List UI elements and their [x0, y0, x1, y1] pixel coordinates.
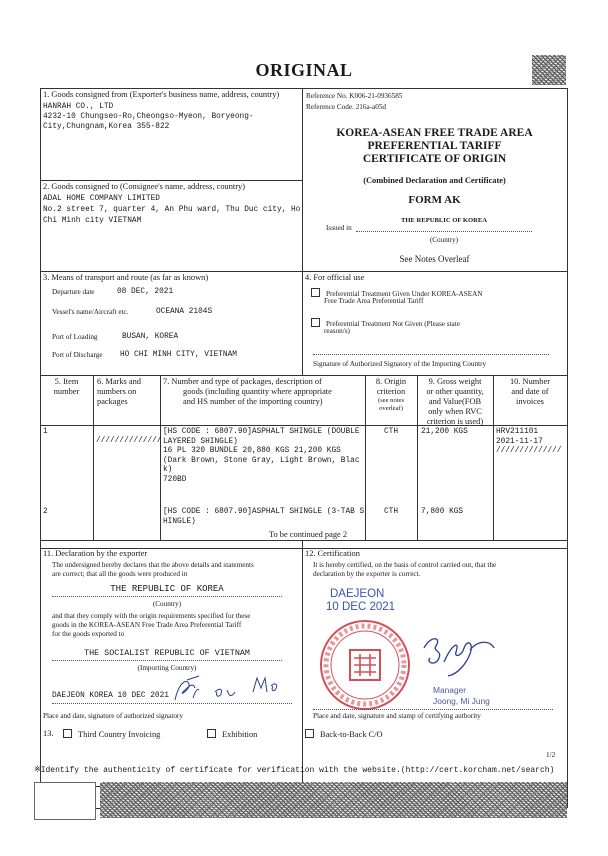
declaration-text-line1: The undersigned hereby declares that the above details and statements [52, 561, 254, 569]
col9-header-line1: 9. Gross weight [428, 377, 482, 386]
certifier-signature [418, 630, 500, 682]
third-country-checkbox [63, 729, 72, 738]
item1-desc-line6: 720BD [163, 475, 187, 484]
declaration-text-line2: are correct; that all the goods were produced in [52, 570, 188, 578]
cert-title-line1: KOREA-ASEAN FREE TRADE AREA [336, 127, 533, 139]
col7-header-line2: goods (including quantity where appropriate [183, 387, 332, 396]
issued-country-label: (Country) [429, 236, 459, 244]
item1-marks: ////////////// [96, 437, 162, 445]
reference-number: Reference No. K006-21-0936585 [306, 92, 403, 100]
barcode-code-box [34, 782, 96, 820]
cert-title-line2: PREFERENTIAL TARIFF [367, 140, 502, 152]
certification-text-line2: declaration by the exporter is correct. [313, 570, 421, 578]
document-title: ORIGINAL [255, 60, 353, 80]
item2-number: 2 [43, 508, 48, 516]
col7-header-line3: and HS number of the importing country) [183, 397, 323, 406]
produced-country-label: (Country) [152, 600, 182, 608]
item1-desc-line5: k) [163, 466, 173, 475]
item1-desc-line2: LAYERED SHINGLE) [163, 437, 238, 446]
consignee-address-line2: Chi Minh city VIETNAM [43, 217, 142, 225]
item1-origin: CTH [383, 428, 399, 436]
continued-note: To be continued page 2 [269, 530, 348, 539]
certification-text-line1: It is hereby certified, on the basis of control carried out, that the [313, 561, 497, 569]
port-discharge-value: HO CHI MINH CITY, VIETNAM [120, 351, 237, 359]
item1-desc-line4: (Dark Brown, Stone Gray, Light Brown, Blac [163, 456, 360, 465]
preferential-not-given-line2: reason/s) [324, 327, 350, 335]
item1-desc-line3: 16 PL 320 BUNDLE 20,880 KGS 21,200 KGS [163, 447, 341, 456]
stamp-date: 10 DEC 2021 [326, 601, 396, 613]
third-country-option: Third Country Invoicing [63, 729, 160, 740]
vessel-label: Vessel's name/Aircraft etc. [52, 308, 129, 316]
declaration-text-line3: and that they comply with the origin requirements specified for these [52, 612, 251, 620]
col9-header-line3: and Value(FOB [428, 397, 482, 406]
preferential-not-given-checkbox [311, 318, 320, 327]
stamp-city: DAEJEON [330, 588, 385, 600]
back-to-back-checkbox [305, 729, 314, 738]
item1-weight: 21,200 KGS [421, 428, 468, 436]
col9-header-line5: criterion is used) [426, 417, 484, 426]
chamber-seal-icon [318, 618, 412, 712]
col6-header-line3: packages [97, 397, 128, 406]
item1-invoice-marks: ////////////// [496, 447, 562, 456]
consignor-address-line1: 4232-10 Chungseo-Ro,Cheongso-Myeon, Boryeong- [43, 113, 254, 121]
item1-invoice-date: 2021-11-17 [496, 437, 543, 446]
consignee-label: 2. Goods consigned to (Consignee's name, address, country) [43, 182, 246, 191]
security-barcode [100, 782, 567, 818]
produced-in-country: THE REPUBLIC OF KOREA [110, 584, 224, 594]
exhibition-option: Exhibition [207, 729, 257, 740]
form-ak: FORM AK [408, 194, 461, 206]
preferential-not-given-option: Preferential Treatment Not Given (Please state [311, 318, 460, 329]
col8-header-line2: criterion [376, 387, 406, 396]
qr-code-top [532, 55, 566, 85]
reference-code: Reference Code. 216a-a05d [306, 103, 387, 111]
col10-header-line3: invoices [516, 397, 544, 406]
preferential-given-line2: Free Trade Area Preferential Tariff [324, 297, 424, 305]
item2-weight: 7,800 KGS [421, 508, 464, 516]
importing-country: THE SOCIALIST REPUBLIC OF VIETNAM [84, 648, 250, 658]
consignor-label: 1. Goods consigned from (Exporter's business name, address, country) [43, 90, 280, 99]
cert-title-line3: CERTIFICATE OF ORIGIN [362, 153, 507, 165]
col9-header-line2: or other quantity, [426, 387, 484, 396]
certifier-signature-footer: Place and date, signature and stamp of certifying authority [313, 712, 481, 720]
combined-declaration: (Combined Declaration and Certificate) [363, 176, 506, 185]
col5-header-line2: number [53, 387, 80, 396]
col7-header-line1: 7. Number and type of packages, description of [163, 377, 322, 386]
port-loading-label: Port of Loading [52, 333, 98, 341]
exporter-place-date: DAEJEON KOREA 10 DEC 2021 [52, 692, 169, 700]
consignee-address-line1: No.2 street 7, quarter 4, An Phu ward, Thu Duc city, Ho [43, 206, 301, 214]
col10-header-line1: 10. Number [509, 377, 550, 386]
col10-header-line2: and date of [511, 387, 549, 396]
departure-date-label: Departure date [52, 288, 95, 296]
item2-desc-line2: HINGLE) [163, 517, 196, 526]
certifier-title: Manager [433, 685, 467, 695]
col6-header-line2: numbers on [97, 387, 137, 396]
declaration-text-line5: for the goods exported to [52, 630, 125, 638]
preferential-given-checkbox [311, 288, 320, 297]
transport-label: 3. Means of transport and route (as far as known) [43, 273, 209, 282]
item1-number: 1 [43, 428, 48, 436]
port-discharge-label: Port of Discharge [52, 351, 103, 359]
item2-desc-line1: [HS CODE : 6807.90]ASPHALT SHINGLE (3-TAB S [163, 508, 365, 516]
consignor-name: HANRAH CO., LTD [43, 103, 114, 111]
col9-header-line4: only when RVC [428, 407, 482, 416]
port-loading-value: BUSAN, KOREA [122, 333, 179, 341]
item1-invoice-number: HRV211101 [496, 428, 539, 436]
box13-label: 13. [43, 729, 54, 738]
issued-in-country: THE REPUBLIC OF KOREA [400, 217, 488, 224]
exporter-signature-footer: Place and date, signature of authorized signatory [43, 712, 183, 720]
col8-header-line3: (see notes [377, 397, 405, 404]
col8-header-line1: 8. Origin [375, 377, 407, 386]
exhibition-checkbox [207, 729, 216, 738]
certifier-name: Joong, Mi Jung [433, 696, 490, 706]
departure-date-value: 08 DEC, 2021 [117, 288, 174, 296]
issued-in-label: Issued in [326, 224, 352, 232]
item1-desc-line1: [HS CODE : 6807.90]ASPHALT SHINGLE (DOUBLE [163, 428, 360, 436]
verification-note: ※Identify the authenticity of certificate for verification with the website.(http://cert.korcham.net/search) [34, 766, 555, 775]
back-to-back-option: Back-to-Back C/O [305, 729, 383, 740]
declaration-text-line4: goods in the KOREA-ASEAN Free Trade Area Preferential Tariff [52, 621, 242, 629]
preferential-given-option: Preferential Treatment Given Under KOREA-ASEAN [311, 288, 483, 299]
item2-origin: CTH [383, 508, 399, 516]
declaration-label: 11. Declaration by the exporter [43, 549, 148, 558]
vessel-value: OCEANA 2104S [156, 308, 213, 316]
col6-header-line1: 6. Marks and [97, 377, 141, 386]
certification-label: 12. Certification [305, 549, 360, 558]
official-use-label: 4. For official use [305, 273, 365, 282]
consignor-address-line2: City,Chungnam,Korea 355-822 [43, 123, 170, 131]
page-number: 1/2 [546, 751, 556, 759]
importing-country-label: (Importing Country) [137, 664, 197, 672]
col5-header-line1: 5. Item [54, 377, 79, 386]
see-notes-overleaf: See Notes Overleaf [399, 254, 470, 264]
col8-header-line4: overleaf) [379, 405, 403, 412]
importing-signatory-label: Signature of Authorized Signatory of the Importing Country [313, 360, 487, 368]
consignee-name: ADAL HOME COMPANY LIMITED [43, 195, 160, 203]
